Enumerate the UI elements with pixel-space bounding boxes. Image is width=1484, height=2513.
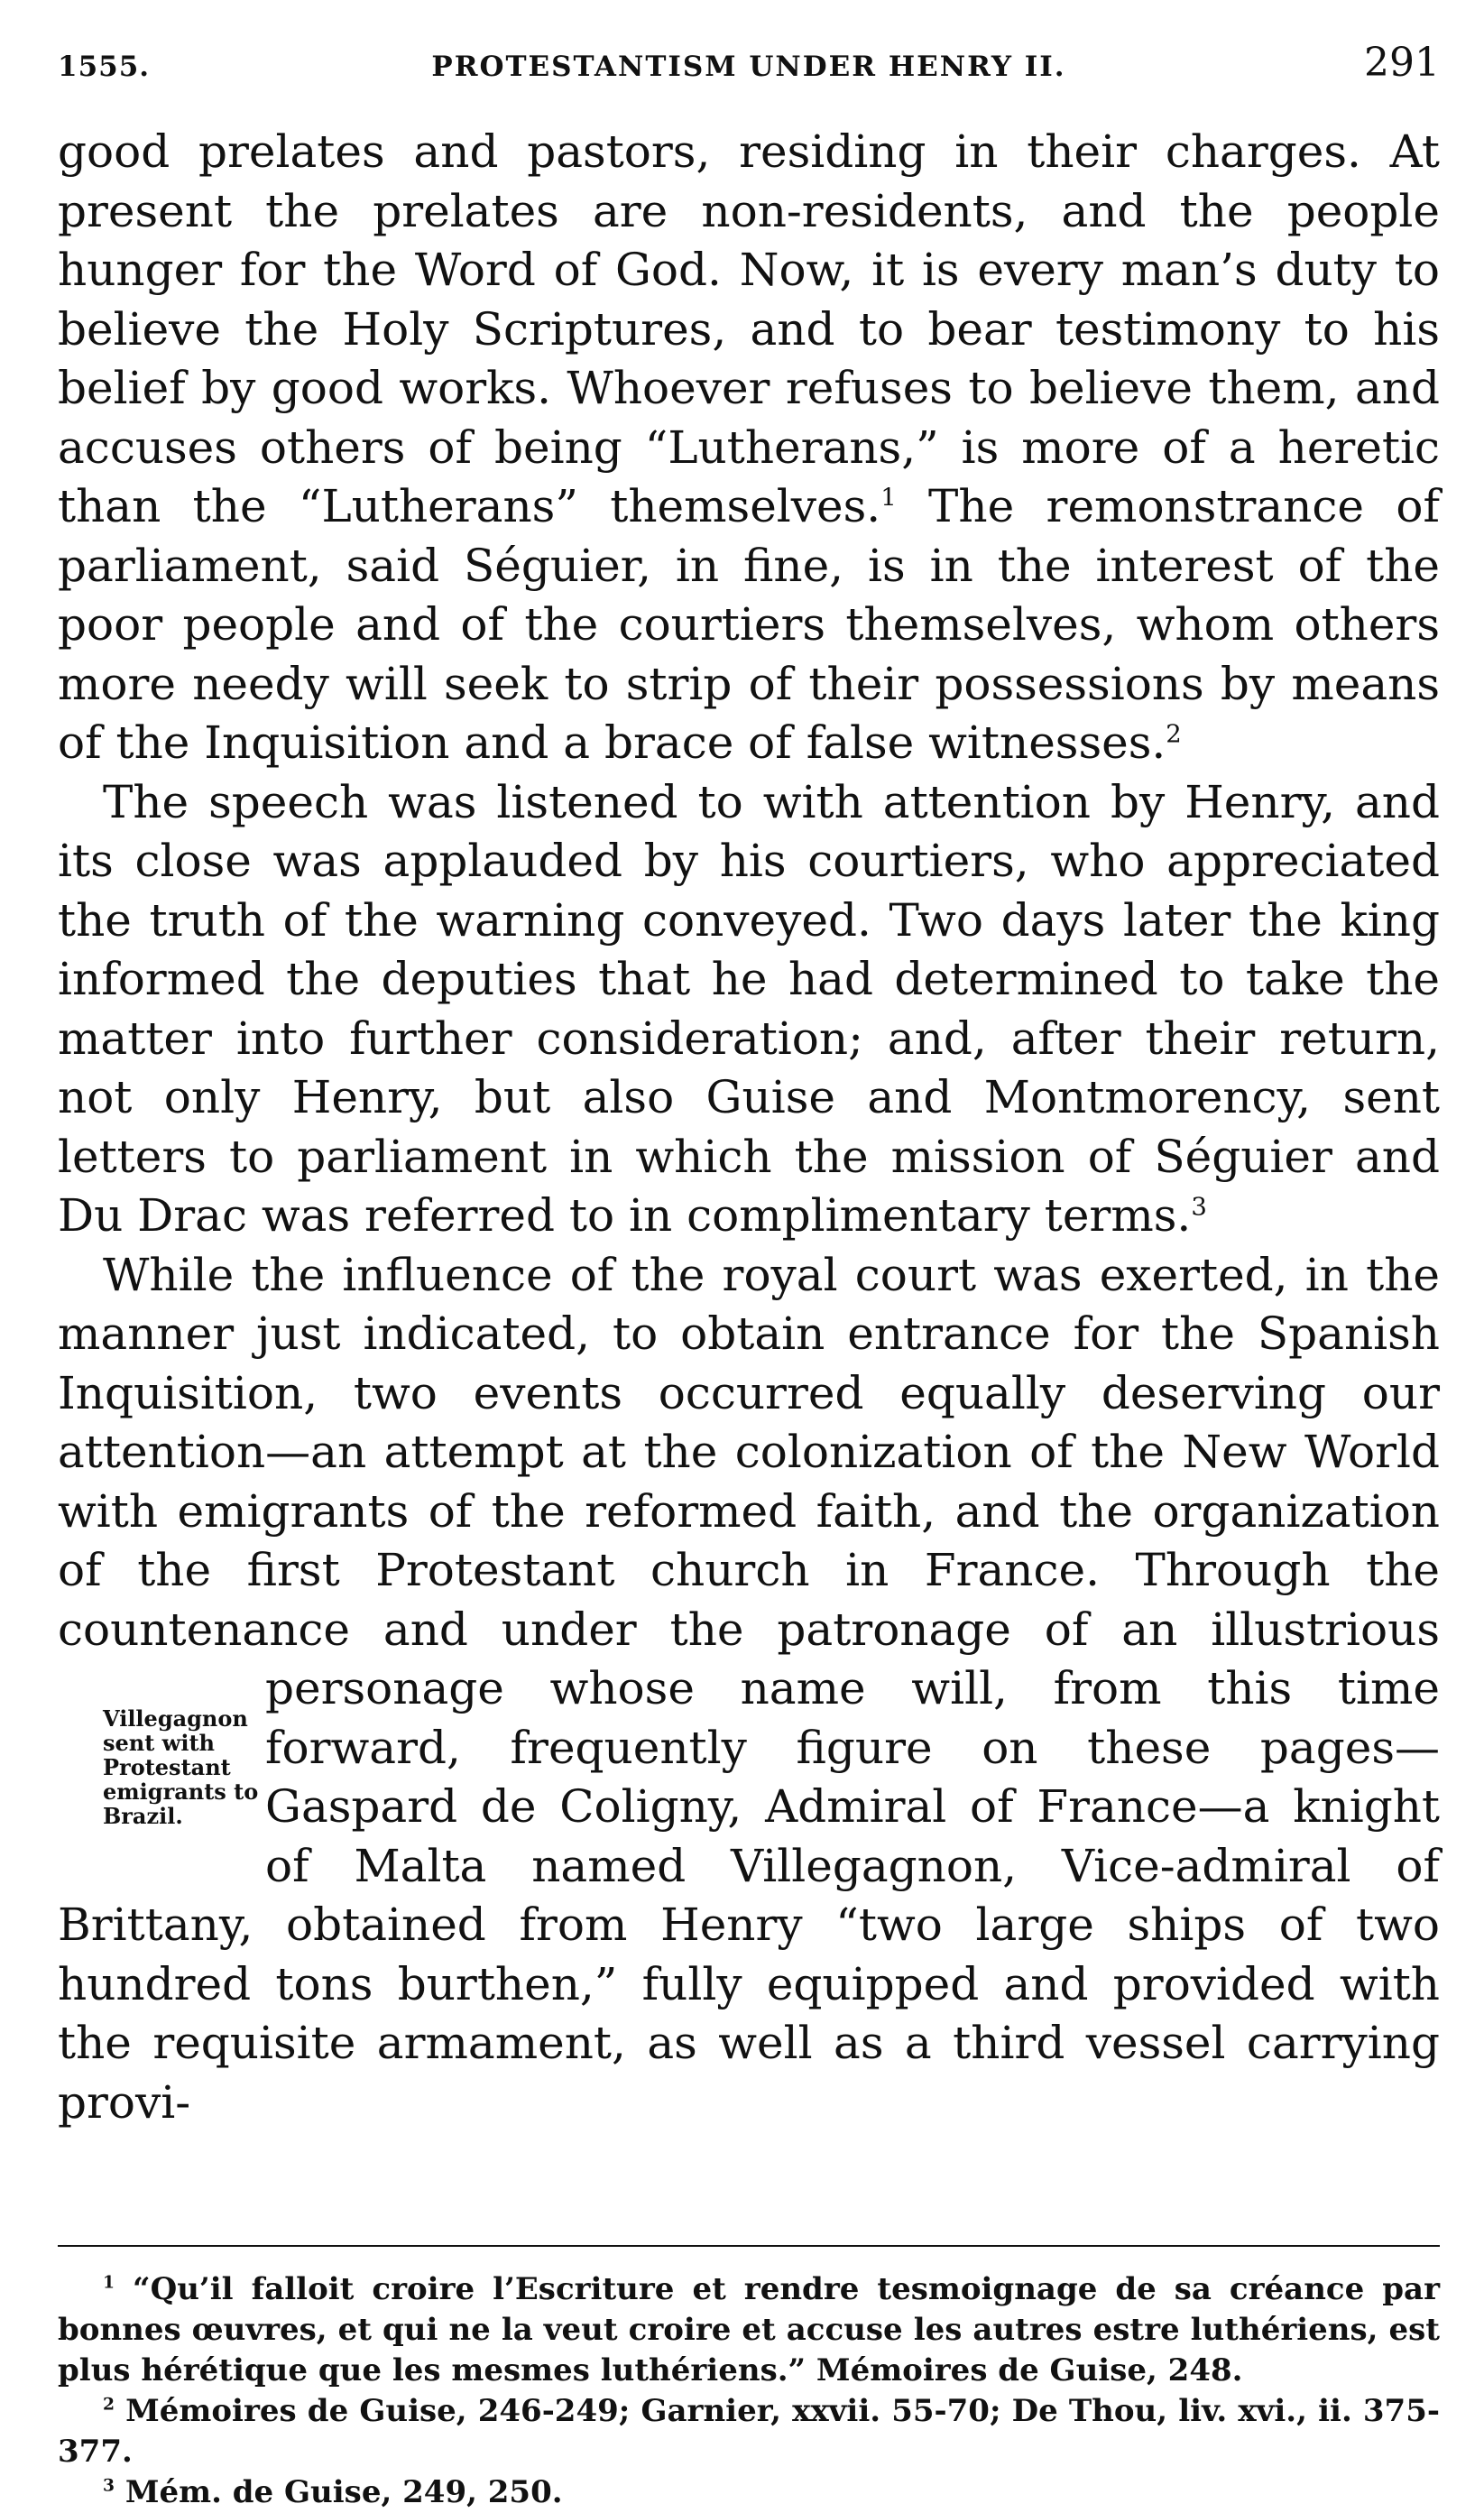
paragraph-3-text-b: this time forward, frequently figure on these pages—Gaspard de Coligny, Admiral of France—a knight of Malta named Villegagnon, Vice-admiral of Brittany, obtained from Henry “two large ships of two hundred tons burthen,” fully equipped and provided with the requisite armament, as well as a third vessel carrying provi-: [58, 1662, 1440, 2129]
header-year: 1555.: [58, 51, 151, 83]
footnote-ref-2: 2: [1166, 719, 1182, 749]
running-title: PROTESTANTISM UNDER HENRY II.: [431, 51, 1066, 83]
paragraph-1-text-a: good prelates and pastors, residing in their charges. At present the prelates are non-residents, and the people hunger for the Word of God. Now, it is every man’s duty to believe the Holy Scriptures, and to bear testimony to his belief by good works. Whoever refuses to believe them, and accuses others of being “Lutherans,” is more of a heretic than the “Lutherans” themselves.: [58, 125, 1440, 532]
sidenote-line-3: Protestant: [103, 1754, 231, 1780]
paragraph-3-text-a: While the influence of the royal court was exerted, in the manner just indicated, to obtain entrance for the Spanish Inquisition, two events occurred equally deserving our attention—an attempt at the colonization of the New World with emigrants of the reformed faith, and the organization of the first Protestant church in France. Through the countenance and under the patronage of an illustrious personage whose name will, from: [58, 1248, 1440, 1714]
footnote-1-text: “Qu’il falloit croire l’Escriture et rendre tesmoignage de sa créance par bonnes œuvres, et qui ne la veut croire et accuse les autres estre luthériens, est plus hérétique que les mesmes luthériens.” Mémoires de Guise, 248.: [58, 2271, 1440, 2388]
footnote-2-text: Mémoires de Guise, 246-249; Garnier, xxvii. 55-70; De Thou, liv. xvi., ii. 375-377.: [58, 2393, 1440, 2470]
marginal-note: [58, 1659, 265, 1896]
paragraph-1: [58, 123, 1440, 773]
sidenote-line-5: Brazil.: [103, 1803, 183, 1829]
footnote-1: [58, 2269, 1440, 2391]
footnote-2-mark: 2: [103, 2394, 115, 2415]
footnote-rule: [58, 2245, 1440, 2247]
sidenote-line-1: Villegagnon: [103, 1705, 248, 1732]
footnote-2: [58, 2391, 1440, 2472]
sidenote-line-4: emigrants to: [103, 1779, 259, 1805]
paragraph-1-text-b: The remonstrance of parliament, said Séguier, in fine, is in the interest of the poor people and of the courtiers themselves, whom others more needy will seek to strip of their possessions by means of the Inquisition and a brace of false witnesses.: [58, 480, 1440, 769]
footnote-3: [58, 2472, 1440, 2513]
footnote-3-text: Mém. de Guise, 249, 250.: [115, 2474, 563, 2510]
footnote-3-mark: 3: [103, 2475, 115, 2496]
footnote-ref-3: 3: [1191, 1192, 1207, 1222]
body-text: [58, 123, 1440, 2132]
footnote-ref-1: 1: [880, 483, 897, 513]
footnote-1-mark: 1: [103, 2272, 115, 2293]
footnotes: [58, 2269, 1440, 2513]
running-header: [58, 36, 1440, 90]
sidenote-line-2: sent with: [103, 1730, 215, 1756]
paragraph-2-text: The speech was listened to with attention by Henry, and its close was applauded by his courtiers, who appreciated the truth of the warning conveyed. Two days later the king informed the deputies that he had determined to take the matter into further consideration; and, after their return, not only Henry, but also Guise and Montmorency, sent letters to parliament in which the mission of Séguier and Du Drac was referred to in complimentary terms.: [58, 775, 1440, 1242]
paragraph-3: [58, 1246, 1440, 2133]
paragraph-2: [58, 773, 1440, 1246]
page-number: 291: [1364, 40, 1440, 86]
